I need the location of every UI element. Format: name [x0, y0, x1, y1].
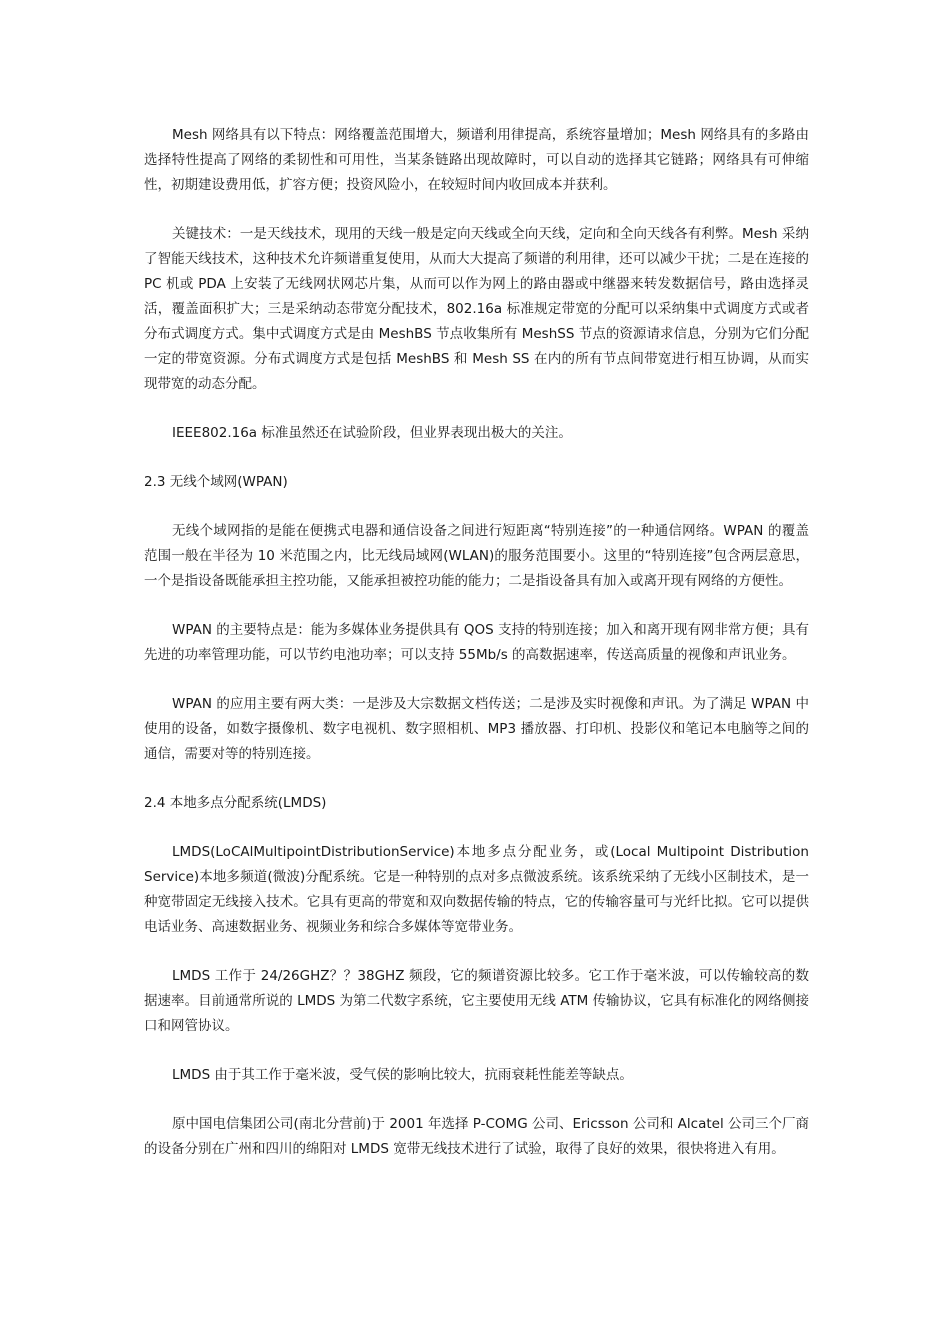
- section-heading-wpan: 2.3 无线个域网(WPAN): [144, 474, 288, 490]
- paragraph-key-technologies: 关键技术：一是天线技术，现用的天线一般是定向天线或全向天线，定向和全向天线各有利弊。Mesh 采纳了智能天线技术，这种技术允许频谱重复使用，从而大大提高了频谱的利用律，还可以减少干扰；二是在连接的 PC 机或 PDA 上安装了无线网状网芯片集，从而可以作为网上的路由器或中继器来转发数据信号，路由选择灵活，覆盖面积扩大；三是采纳动态带宽分配技术，802.16a 标准规定带宽的分配可以采纳集中式调度方式或者分布式调度方式。集中式调度方式是由 MeshBS 节点收集所有 MeshSS 节点的资源请求信息，分别为它们分配一定的带宽资源。分布式调度方式是包括 MeshBS 和 Mesh SS 在内的所有节点间带宽进行相互协调，从而实现带宽的动态分配。: [144, 226, 809, 392]
- paragraph-wpan-definition: 无线个域网指的是能在便携式电器和通信设备之间进行短距离“特别连接”的一种通信网络。WPAN 的覆盖范围一般在半径为 10 米范围之内，比无线局域网(WLAN)的服务范围要小。这里的“特别连接”包含两层意思，一个是指设备既能承担主控功能，又能承担被控功能的能力；二是指设备具有加入或离开现有网络的方便性。: [144, 523, 809, 589]
- document-body: [144, 123, 809, 1162]
- paragraph-lmds-trial: 原中国电信集团公司(南北分营前)于 2001 年选择 P-COMG 公司、Ericsson 公司和 Alcatel 公司三个厂商的设备分别在广州和四川的绵阳对 LMDS 宽带无线技术进行了试验，取得了良好的效果，很快将进入有用。: [144, 1116, 809, 1157]
- paragraph-ieee-80216a: IEEE802.16a 标准虽然还在试验阶段，但业界表现出极大的关注。: [172, 425, 572, 441]
- paragraph-lmds-drawbacks: LMDS 由于其工作于毫米波，受气侯的影响比较大，抗雨衰耗性能差等缺点。: [172, 1067, 633, 1083]
- paragraph-wpan-features: WPAN 的主要特点是：能为多媒体业务提供具有 QOS 支持的特别连接；加入和离开现有网非常方便；具有先进的功率管理功能，可以节约电池功率；可以支持 55Mb/s 的高数据速率，传送高质量的视像和声讯业务。: [144, 622, 809, 663]
- paragraph-lmds-frequency: LMDS 工作于 24/26GHZ？？38GHZ 频段，它的频谱资源比较多。它工作于毫米波，可以传输较高的数据速率。目前通常所说的 LMDS 为第二代数字系统，它主要使用无线 ATM 传输协议，它具有标准化的网络侧接口和网管协议。: [144, 968, 809, 1034]
- paragraph-lmds-definition: LMDS(LoCAlMultipointDistributionService)本地多点分配业务，或(Local Multipoint Distribution Service)本地多频道(微波)分配系统。它是一种特别的点对多点微波系统。该系统采纳了无线小区制技术，是一种宽带固定无线接入技术。它具有更高的带宽和双向数据传输的特点，它的传输容量可与光纤比拟。它可以提供电话业务、高速数据业务、视频业务和综合多媒体等宽带业务。: [144, 844, 809, 935]
- section-heading-lmds: 2.4 本地多点分配系统(LMDS): [144, 795, 327, 811]
- paragraph-mesh-features: Mesh 网络具有以下特点：网络覆盖范围增大，频谱利用律提高，系统容量增加；Mesh 网络具有的多路由选择特性提高了网络的柔韧性和可用性，当某条链路出现故障时，可以自动的选择其它链路；网络具有可伸缩性，初期建设费用低，扩容方便；投资风险小，在较短时间内收回成本并获利。: [144, 127, 809, 193]
- paragraph-wpan-applications: WPAN 的应用主要有两大类：一是涉及大宗数据文档传送；二是涉及实时视像和声讯。为了满足 WPAN 中使用的设备，如数字摄像机、数字电视机、数字照相机、MP3 播放器、打印机、投影仪和笔记本电脑等之间的通信，需要对等的特别连接。: [144, 696, 809, 762]
